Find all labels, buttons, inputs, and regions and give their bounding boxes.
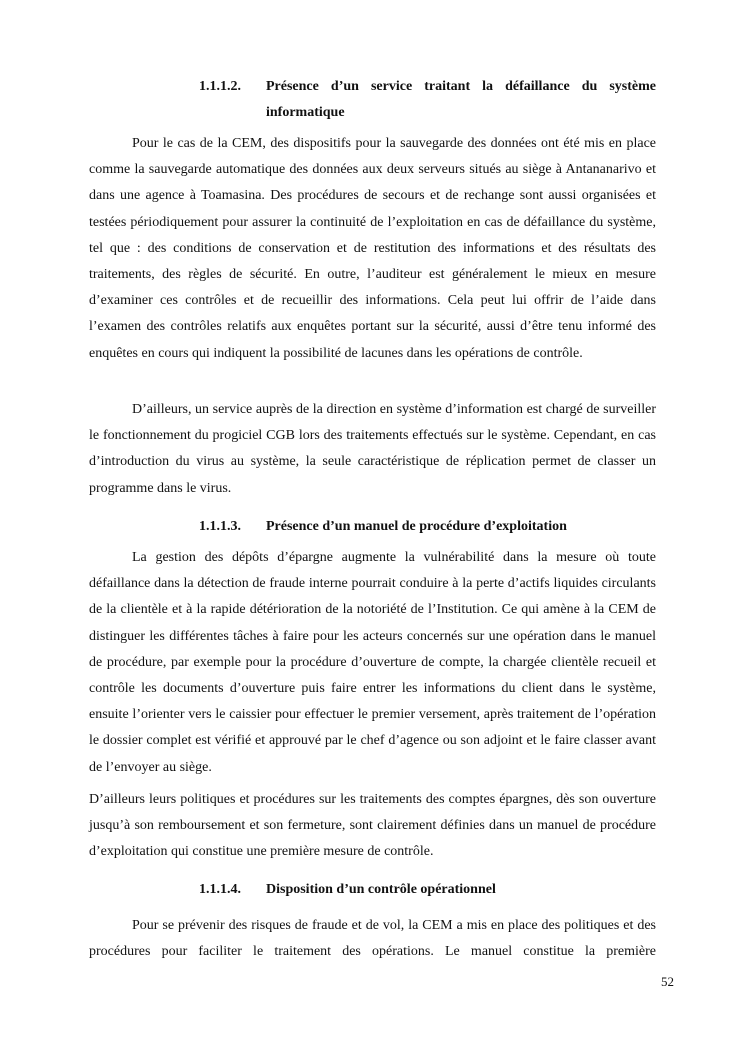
paragraph: D’ailleurs, un service auprès de la direction en système d’information est chargé de surveiller le fonctionnement du progiciel CGB lors des traitements effectués sur le système. Cependant, en cas d’introduction du virus au système, la seule caractéristique de réplication permet de classer un programme dans le virus. [89,402,656,496]
page-number: 52 [661,974,674,989]
section-number: 1.1.1.4. [199,882,241,897]
section-title: Présence d’un service traitant la défaillance du système informatique [266,79,656,120]
section-heading-1-1-1-4 [199,877,656,903]
paragraph: La gestion des dépôts d’épargne augmente la vulnérabilité dans la mesure où toute défaillance dans la détection de fraude interne pourrait conduire à la perte d’actifs liquides circulants de la clientèle et à la rapide détérioration de la notoriété de l’Institution. Ce qui amène à la CEM de distinguer les différentes tâches à faire pour les acteurs concernés sur une opération dans le manuel de procédure, par exemple pour la procédure d’ouverture de compte, la chargée clientèle recueil et contrôle les documents d’ouverture puis faire entrer les informations du client dans le système, ensuite l’orienter vers le caissier pour effectuer le premier versement, après traitement de l’opération le dossier complet est vérifié et approuvé par le chef d’agence ou son adjoint et le faire classer avant de l’envoyer au siège. [89,550,656,775]
paragraph: Pour se prévenir des risques de fraude et de vol, la CEM a mis en place des politiques et des procédures pour faciliter le traitement des opérations. Le manuel constitue la première [89,918,656,960]
section-heading-1-1-1-2 [199,74,656,126]
section-heading-1-1-1-3 [199,514,656,540]
section-title: Disposition d’un contrôle opérationnel [266,882,496,897]
section-number: 1.1.1.3. [199,519,241,534]
section-number: 1.1.1.2. [199,79,241,94]
paragraph: Pour le cas de la CEM, des dispositifs pour la sauvegarde des données ont été mis en place comme la sauvegarde automatique des données aux deux serveurs situés au siège à Antananarivo et dans une agence à Toamasina. Des procédures de secours et de rechange sont aussi organisées et testées périodiquement pour assurer la continuité de l’exploitation en cas de défaillance du système, tel que : des conditions de conservation et de restitution des informations et des résultats des traitements, des règles de sécurité. En outre, l’auditeur est généralement le mieux en mesure d’examiner ces contrôles et de recueillir des informations. Cela peut lui offrir de l’aide dans l’examen des contrôles relatifs aux enquêtes portant sur la sécurité, aussi d’être tenu informé des enquêtes en cours qui indiquent la possibilité de lacunes dans les opérations de contrôle. [89,136,656,361]
section-title: Présence d’un manuel de procédure d’exploitation [266,519,567,534]
paragraph: D’ailleurs leurs politiques et procédures sur les traitements des comptes épargnes, dès son ouverture jusqu’à son remboursement et son fermeture, sont clairement définies dans un manuel de procédure d’exploitation qui constitue une première mesure de contrôle. [89,792,656,860]
